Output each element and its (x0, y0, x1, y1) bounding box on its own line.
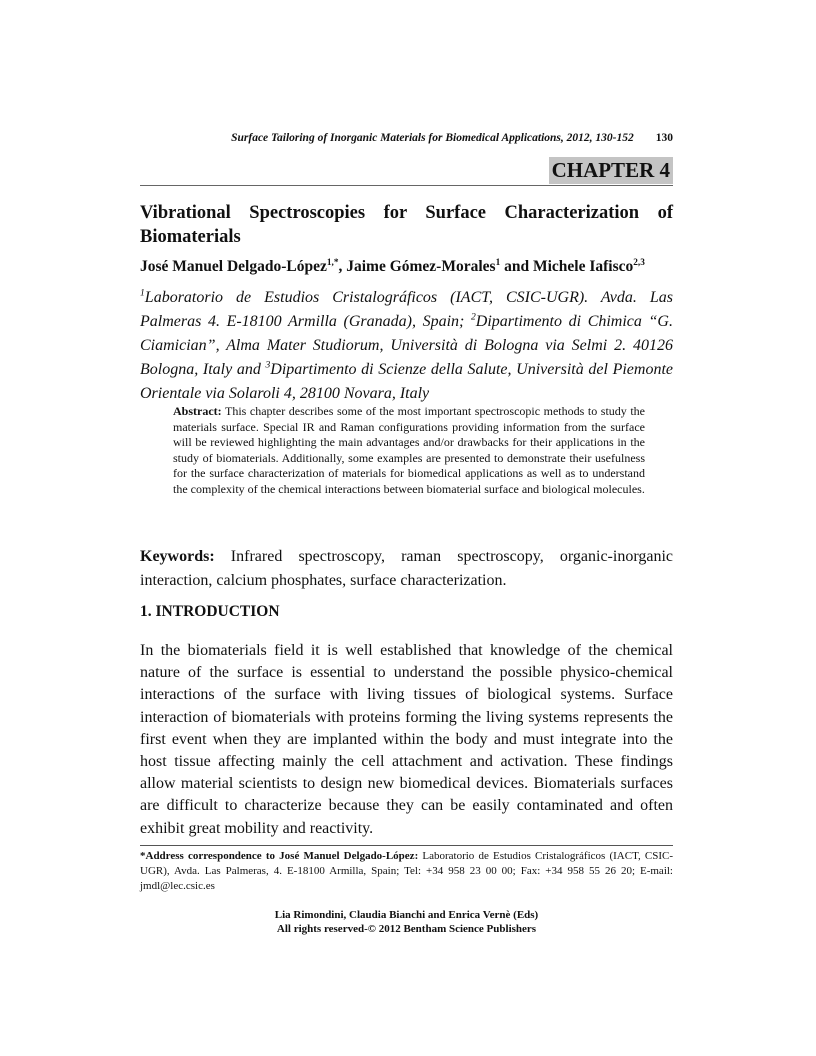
affiliations (140, 286, 673, 406)
footnote (140, 849, 673, 894)
keywords-text: Infrared spectroscopy, raman spectroscopy, organic-inorganic interaction, calcium phosphates, surface characterization. (140, 548, 673, 589)
abstract-label: Abstract: (173, 404, 222, 418)
author-name: Michele Iafisco (532, 258, 634, 275)
author-sup: 1 (495, 257, 501, 268)
affiliation: Dipartimento di Chimica “G. Ciamician”, Alma Mater Studiorum, Università di Bologna via Selmi 2. 40126 Bologna, Italy and (140, 313, 673, 378)
title-line-2: Biomaterials (140, 227, 241, 247)
separator: and (500, 258, 533, 275)
page-footer (140, 908, 673, 936)
chapter-rule (140, 185, 673, 186)
aff-sup: 1 (140, 287, 145, 299)
intro-paragraph: In the biomaterials field it is well established that knowledge of the chemical nature of the surface is essential to understand the possible physico-chemical interactions of the surface with living tissues of biological systems. Surface interaction of biomaterials with proteins forming the living systems represents the first event when they are implanted within the body and must integrate into the host tissue affecting mainly the cell attachment and activation. These findings allow material scientists to design new biomedical devices. Biomaterials surfaces are difficult to characterize because they can be easily contaminated and often exhibit great mobility and reactivity. (140, 642, 673, 837)
title-line-1: Vibrational Spectroscopies for Surface Characterization of (140, 203, 673, 223)
section-heading: 1. INTRODUCTION (140, 603, 280, 620)
footnote-rule (140, 845, 673, 846)
chapter-title (140, 201, 673, 249)
abstract (173, 404, 645, 497)
abstract-text: This chapter describes some of the most important spectroscopic methods to study the materials surface. Special IR and Raman configurations providing information from the surface will be reviewed highlighting the main advantages and/or drawbacks for their applications in the study of biomaterials. Additionally, some examples are presented to demonstrate their usefulness for the surface characterization of materials for biomedical applications as well as to understand the complexity of the chemical interactions between biomaterial surface and biological molecules. (173, 404, 645, 496)
journal-title: Surface Tailoring of Inorganic Materials for Biomedical Applications, 2012, 130-152 (231, 132, 634, 144)
running-header (140, 132, 673, 144)
author-sup: 2,3 (633, 257, 645, 268)
affiliation: Dipartimento di Scienze della Salute, Università del Piemonte Orientale via Solaroli 4, 28100 Novara, Italy (140, 361, 673, 402)
author-sup: 1,* (326, 257, 339, 268)
keywords (140, 545, 673, 593)
chapter-label: CHAPTER 4 (549, 157, 673, 184)
author-name: Jaime Gómez-Morales (346, 258, 496, 275)
separator: , (338, 258, 347, 275)
year-pages: , 2012, 130-152 (560, 132, 634, 144)
footer-rights: All rights reserved-© 2012 Bentham Science Publishers (276, 923, 537, 935)
author-name: José Manuel Delgado-López (140, 258, 327, 275)
keywords-label: Keywords: (140, 548, 215, 565)
page-number: 130 (655, 132, 673, 144)
footnote-label: *Address correspondence to José Manuel Delgado-López: (140, 850, 419, 862)
footnote-text: Laboratorio de Estudios Cristalográficos (IACT, CSIC-UGR), Avda. Las Palmeras, 4. E-18100 Armilla, Spain; Tel: +34 958 23 00 00; Fax: +34 958 55 26 20; E-mail: jmdl@lec.csic.es (140, 850, 673, 892)
authors (140, 258, 673, 276)
affiliation: Laboratorio de Estudios Cristalográficos (IACT, CSIC-UGR). Avda. Las Palmeras 4. E-18100 Armilla (Granada), Spain; (140, 289, 673, 330)
aff-sup: 2 (470, 311, 476, 323)
footer-editors: Lia Rimondini, Claudia Bianchi and Enrica Vernè (Eds) (274, 909, 539, 921)
aff-sup: 3 (265, 359, 271, 371)
